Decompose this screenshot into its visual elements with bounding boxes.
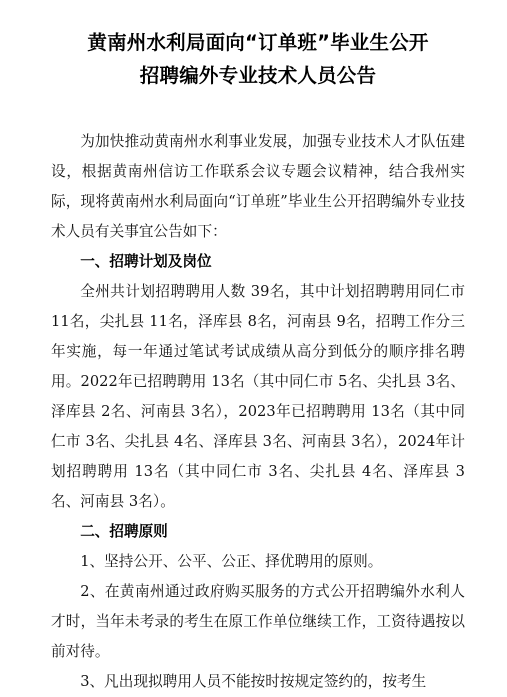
- section-2-item-3: 3、凡出现拟聘用人员不能按时按规定签约的，按考生: [80, 673, 427, 690]
- title-line-2: 招聘编外专业技术人员公告: [139, 64, 377, 87]
- section-2-item-2: 2、在黄南州通过政府购买服务的方式公开招聘编外水利人才时，当年未考录的考生在原工作单位继续工作，工资待遇按以前对待。: [51, 583, 465, 660]
- section-1-body: 全州共计划招聘聘用人数 39名，其中计划招聘聘用同仁市 11名，尖扎县 11名，泽库县 8名，河南县 9名，招聘工作分三年实施，每一年通过笔试考试成绩从高分到低分的顺序排名聘用。2022年已招聘聘用 13名（其中同仁市 5名、尖扎县 3名、泽库县 2名、河南县 3名），2023年已招聘聘用 13名（其中同仁市 3名、尖扎县 4名、泽库县 3名、河南县 3名），2024年计划招聘聘用 13名（其中同仁市 3名、尖扎县 4名、泽库县 3名、河南县 3名）。: [51, 283, 465, 510]
- intro-paragraph: 为加快推动黄南州水利事业发展，加强专业技术人才队伍建设，根据黄南州信访工作联系会议专题会议精神，结合我州实际，现将黄南州水利局面向“订单班”毕业生公开招聘编外专业技术人员有关事宜公告如下：: [51, 133, 465, 240]
- section-1-heading: 一、招聘计划及岗位: [80, 253, 212, 270]
- title-line-1: 黄南州水利局面向“订单班”毕业生公开: [87, 31, 429, 54]
- announcement-title: [51, 26, 465, 92]
- section-2-item-1: 1、坚持公开、公平、公正、择优聘用的原则。: [80, 553, 383, 570]
- section-2-heading: 二、招聘原则: [80, 523, 168, 540]
